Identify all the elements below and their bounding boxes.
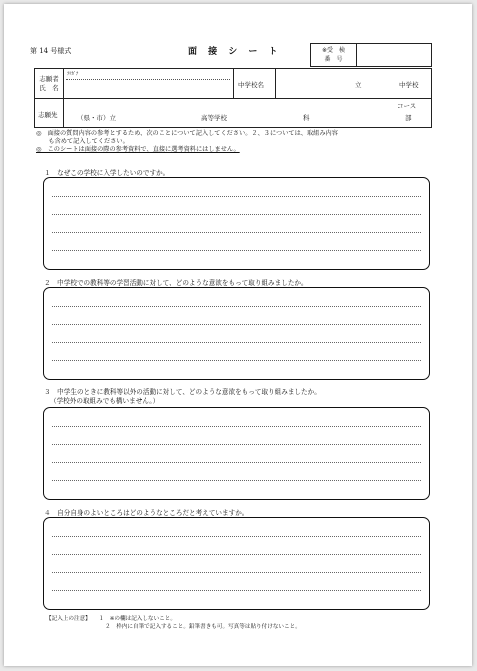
footer-label: 【記入上の注意】 [46,616,91,622]
notice-line-2: も含めて記入してください。 [36,138,129,145]
exam-number-label [311,44,357,66]
notice-line-3: ◎ このシートは面接の際の参考資料で、直接に選考資料にはしません。 [36,146,240,153]
jhs-name-label: 中学校名 [238,81,264,89]
destination-division: 部 [405,114,412,122]
footer-note-1: １ ※の欄は記入しないこと。 [98,616,176,622]
form-number: 第 14 号様式 [30,47,72,55]
footer-note-2: ２ 枠内に自筆で記入すること。鉛筆書きも可。写真等は貼り付けないこと。 [105,624,301,630]
jhs-suffix: 中学校 [399,81,419,89]
page-title: 面 接 シ ー ト [188,47,282,57]
furigana-label: ﾌﾘｶﾞﾅ [67,72,79,77]
document-page [4,4,472,666]
destination-high-school: 高等学校 [201,114,227,122]
destination-pref-city: （県・市）立 [77,114,116,122]
footer-notes [46,615,176,623]
answer-box-2[interactable] [43,287,430,380]
jhs-prefix: 立 [355,81,362,89]
applicant-info-table [34,68,432,128]
question-4: ４ 自分自身のよいところはどのようなところだと考えていますか。 [44,509,249,517]
applicant-name-label: 志願者 氏 名 [39,75,59,92]
answer-box-1[interactable] [43,177,430,270]
question-3-note: （学校外の取組みでも構いません。） [50,397,160,405]
exam-number-label-line1: ※受 検 [321,47,346,54]
destination-label: 志願先 [38,111,58,119]
destination-course: コース [397,102,417,110]
notice-block [36,130,436,154]
destination-department: 科 [303,114,310,122]
exam-number-box [310,43,432,67]
question-2: ２ 中学校での教科等の学習活動に対して、どのような意欲をもって取り組みましたか。 [44,279,308,287]
answer-box-3[interactable] [43,407,430,500]
furigana-divider [66,79,230,80]
question-3: ３ 中学生のときに教科等以外の活動に対して、どのような意欲をもって取り組みましたか。 [44,388,321,396]
notice-line-1: ◎ 面接の質問内容の参考とするため、次のことについて記入してください。２、３については、取組み内容 [36,130,338,137]
question-1: １ なぜこの学校に入学したいのですか。 [44,169,170,177]
exam-number-label-line2: 番 号 [324,56,343,63]
answer-box-4[interactable] [43,517,430,610]
